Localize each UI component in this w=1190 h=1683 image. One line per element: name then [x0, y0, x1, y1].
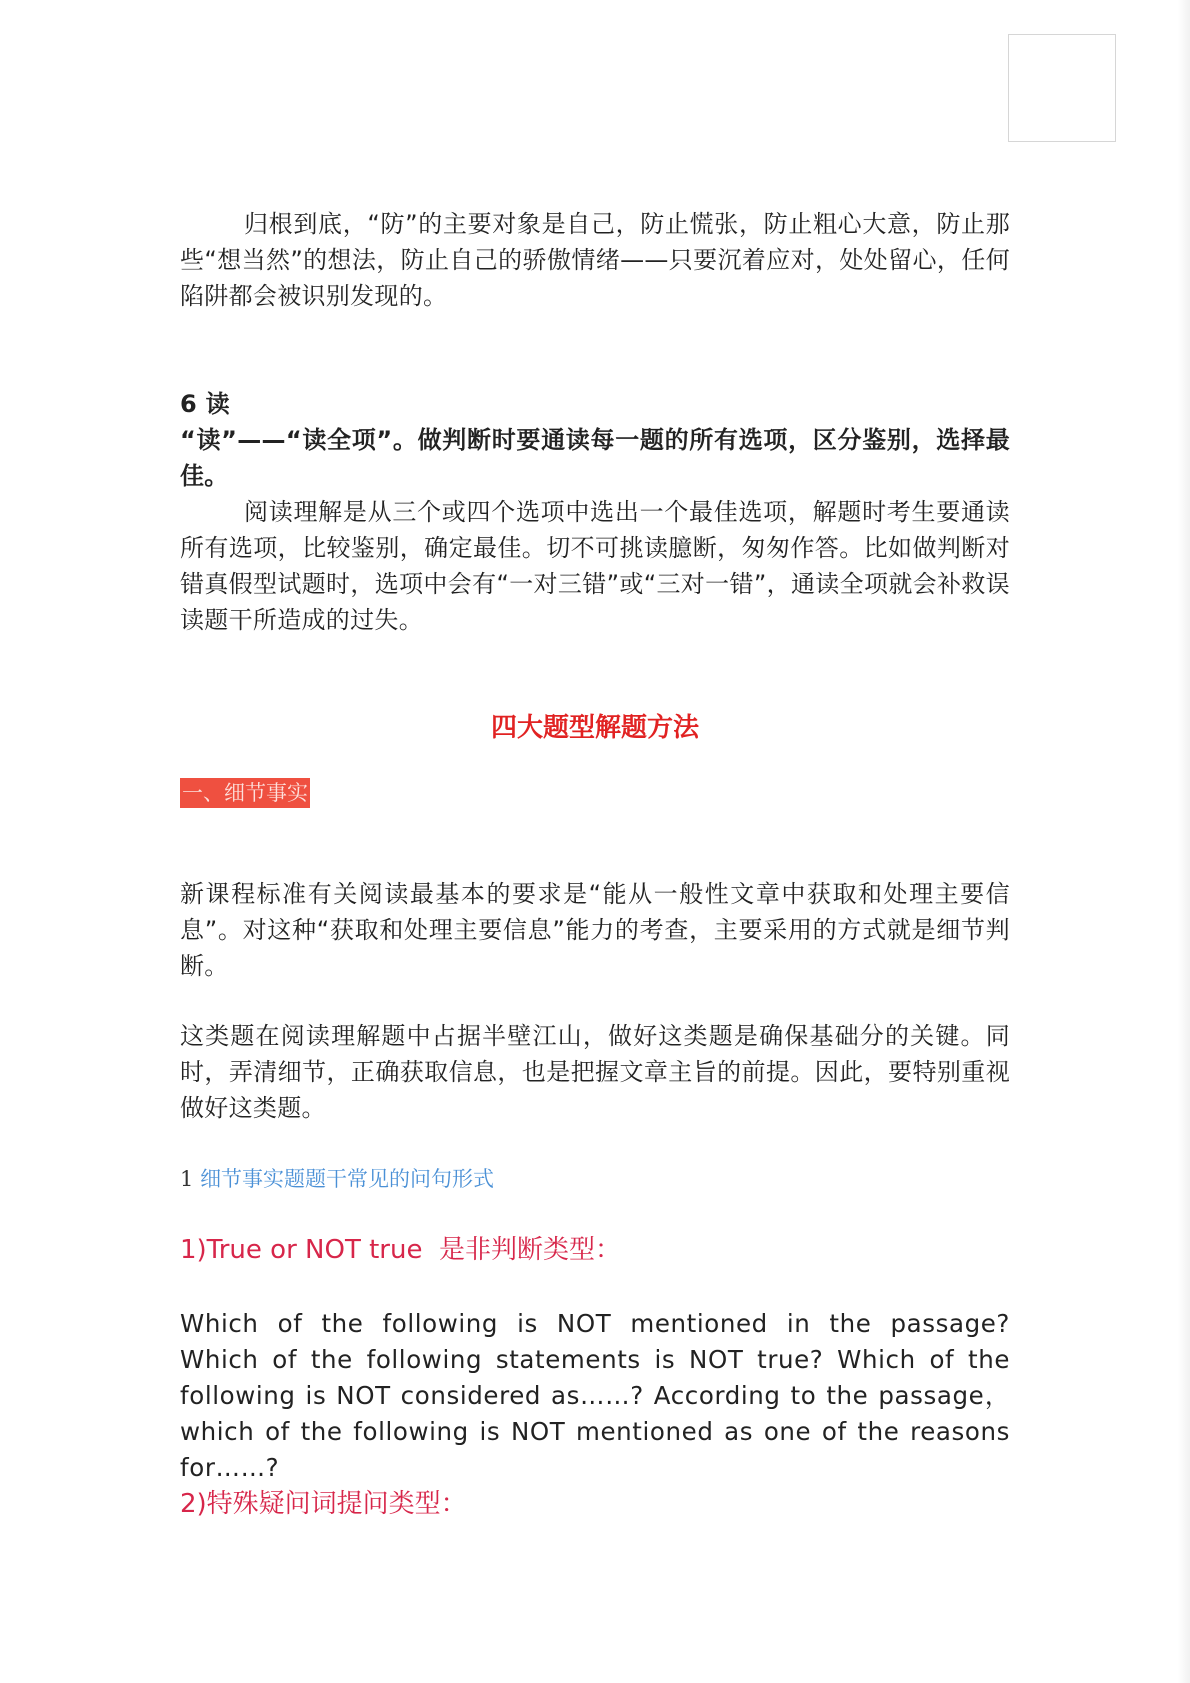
summary-paragraph: 归根到底，“防”的主要对象是自己，防止慌张，防止粗心大意，防止那些“想当然”的想法，防止自己的骄傲情绪——只要沉着应对，处处留心，任何陷阱都会被识别发现的。: [180, 210, 1010, 310]
tag-block: [180, 778, 1010, 808]
type1-heading-block: [180, 1232, 1010, 1268]
summary-block: [180, 206, 1010, 314]
main-title: 四大题型解题方法: [490, 713, 699, 743]
corner-placeholder-box: [1008, 34, 1116, 142]
section-6-bold-line: “读”——“读全项”。做判断时要通读每一题的所有选项，区分鉴别，选择最佳。: [180, 426, 1010, 490]
subsection-number: 1: [180, 1167, 194, 1191]
type1-examples-block: [180, 1306, 1010, 1522]
type1-heading: 1)True or NOT true 是非判断类型：: [180, 1235, 621, 1265]
section-6-heading: 6 读: [180, 390, 230, 418]
subsection-heading: [180, 1164, 1010, 1194]
section-tag: 一、细节事实: [180, 778, 310, 808]
section-6-body: 阅读理解是从三个或四个选项中选出一个最佳选项，解题时考生要通读所有选项，比较鉴别，确定最佳。切不可挑读臆断，匆匆作答。比如做判断对错真假型试题时，选项中会有“一对三错”或“三对一错”，通读全项就会补救误读题干所造成的过失。: [180, 498, 1010, 634]
main-title-block: [180, 710, 1010, 746]
type2-heading: 2)特殊疑问词提问类型：: [180, 1489, 467, 1519]
intro-paragraph-1: 新课程标准有关阅读最基本的要求是“能从一般性文章中获取和处理主要信息”。对这种“获取和处理主要信息”能力的考查，主要采用的方式就是细节判断。: [180, 880, 1010, 980]
page-edge-shadow: [1178, 0, 1190, 1683]
intro-block-2: [180, 1018, 1010, 1126]
intro-paragraph-2: 这类题在阅读理解题中占据半壁江山，做好这类题是确保基础分的关键。同时，弄清细节，正确获取信息，也是把握文章主旨的前提。因此，要特别重视做好这类题。: [180, 1022, 1010, 1122]
subsection-block: [180, 1164, 1010, 1194]
subsection-title: 细节事实题题干常见的问句形式: [200, 1167, 495, 1191]
intro-block-1: [180, 876, 1010, 984]
section-6: [180, 386, 1010, 638]
type1-examples: Which of the following is NOT mentioned in the passage? Which of the following statements is NOT true? Which of the following is NOT considered as……? According to the passage，which of the following is NOT mentioned as one of the reasons for……?: [180, 1309, 1010, 1482]
